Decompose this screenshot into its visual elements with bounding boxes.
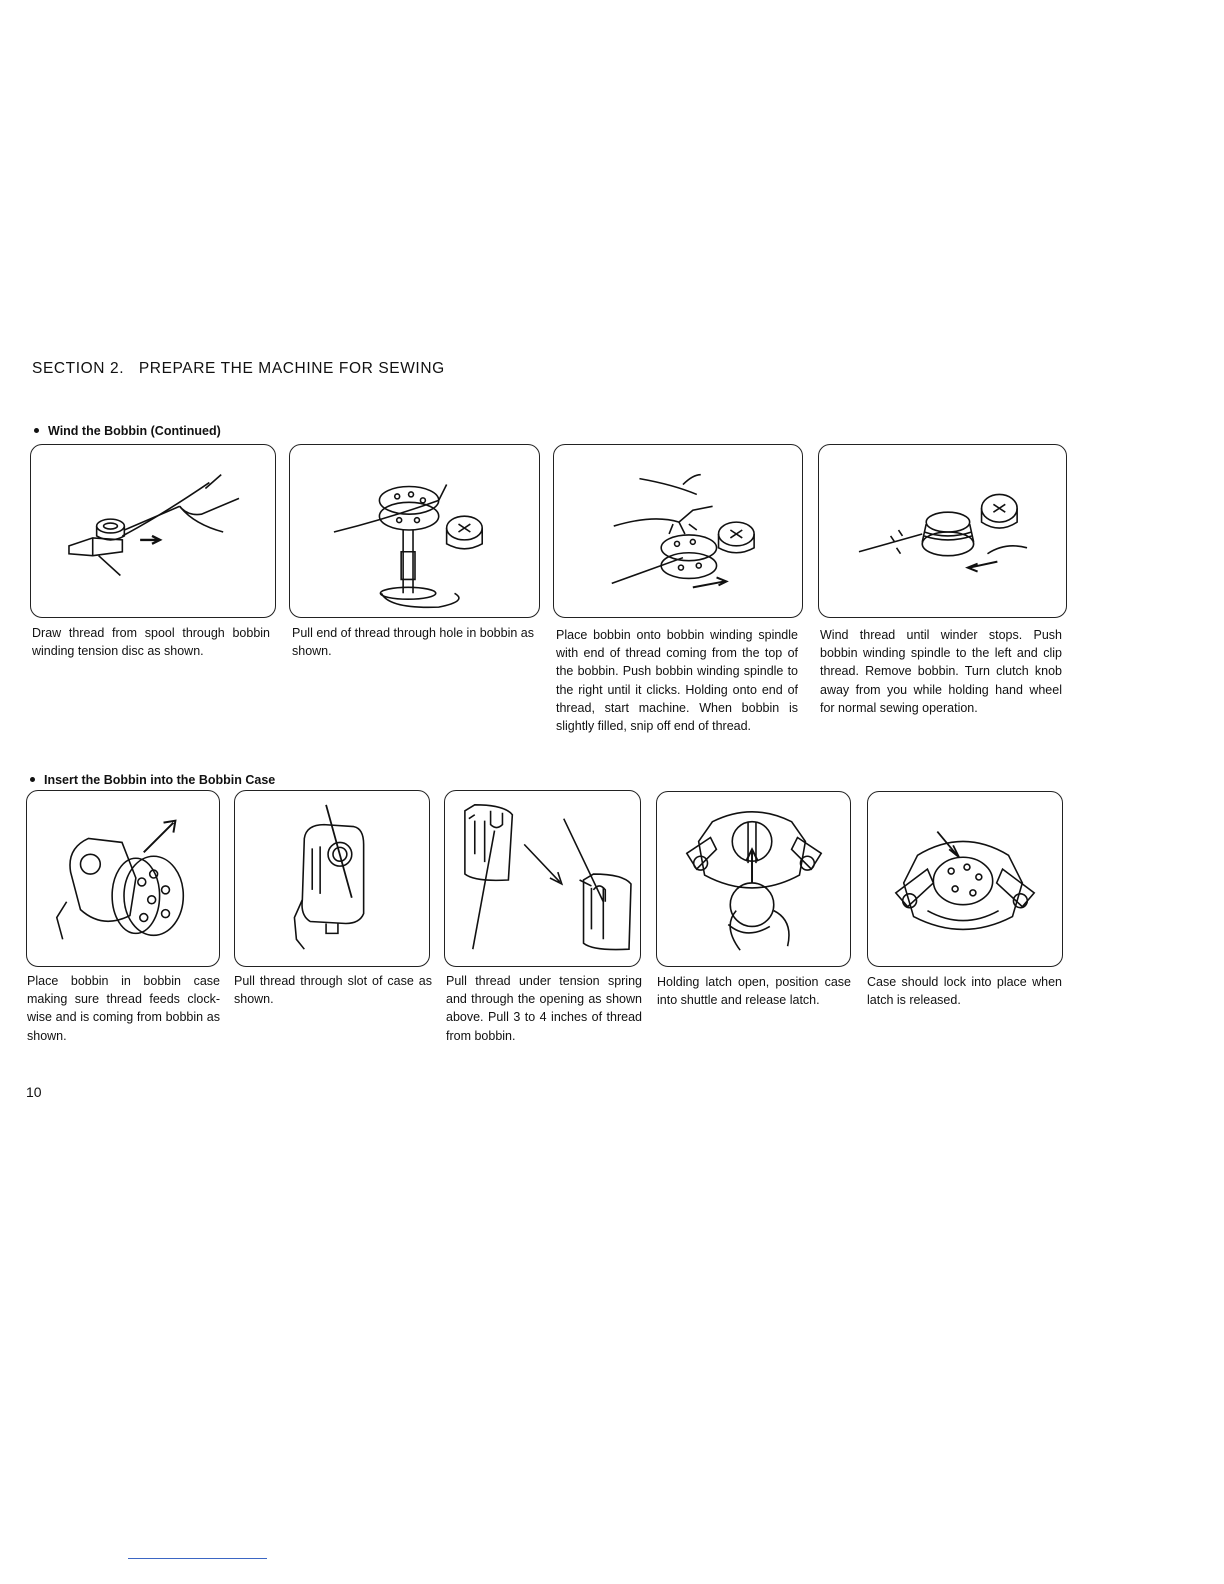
- insert-step-1-caption: Place bobbin in bobbin case making sure thread feeds clock-wise and is coming from bobbin as shown.: [27, 974, 220, 1043]
- wind-step-4-caption: Wind thread until winder stops. Push bobbin winding spindle to the left and clip thread. Remove bobbin. Turn clutch knob away from you while holding hand wheel for normal sewing operation.: [820, 628, 1062, 715]
- bobbin-into-case-illustration: [27, 791, 219, 966]
- wind-step-1-illustration: [30, 444, 276, 618]
- footer-rule: [128, 1558, 267, 1559]
- insert-step-5-caption: Case should lock into place when latch is released.: [867, 975, 1062, 1008]
- bobbin-hole-illustration: [290, 445, 539, 617]
- tension-disc-illustration: [31, 445, 275, 617]
- latch-open-illustration: [657, 792, 850, 966]
- bullet-icon: [30, 777, 35, 782]
- insert-step-2-illustration: [234, 790, 430, 967]
- section-title: SECTION 2. PREPARE THE MACHINE FOR SEWING: [32, 360, 445, 377]
- page-number: 10: [26, 1084, 42, 1100]
- bullet-icon: [34, 428, 39, 433]
- wind-step-3-caption: Place bobbin onto bobbin winding spindle with end of thread coming from the top of the bobbin. Push bobbin winding spindle to the right until it clicks. Holding onto end of thread, start machine. When bobbin is slightly filled, snip off end of thread.: [556, 628, 798, 734]
- thread-slot-illustration: [235, 791, 429, 966]
- bobbin-spindle-illustration: [554, 445, 802, 617]
- wind-bobbin-heading: [34, 424, 221, 438]
- wind-step-4-illustration: [818, 444, 1067, 618]
- insert-step-3-caption: Pull thread under tension spring and through the opening as shown above. Pull 3 to 4 inches of thread from bobbin.: [446, 974, 642, 1043]
- wind-step-3-illustration: [553, 444, 803, 618]
- case-locked-illustration: [868, 792, 1062, 966]
- wind-step-2-caption: Pull end of thread through hole in bobbin as shown.: [292, 626, 534, 659]
- insert-step-4-caption: Holding latch open, position case into shuttle and release latch.: [657, 975, 851, 1008]
- tension-spring-illustration: [445, 791, 640, 966]
- winder-stops-illustration: [819, 445, 1066, 617]
- wind-bobbin-heading-text: Wind the Bobbin (Continued): [48, 424, 221, 438]
- insert-step-5-illustration: [867, 791, 1063, 967]
- insert-bobbin-heading: [30, 773, 275, 787]
- insert-step-4-illustration: [656, 791, 851, 967]
- wind-step-1-caption: Draw thread from spool through bobbin winding tension disc as shown.: [32, 626, 270, 659]
- insert-step-2-caption: Pull thread through slot of case as shown.: [234, 974, 432, 1007]
- insert-step-3-illustration: [444, 790, 641, 967]
- wind-step-2-illustration: [289, 444, 540, 618]
- insert-step-1-illustration: [26, 790, 220, 967]
- insert-bobbin-heading-text: Insert the Bobbin into the Bobbin Case: [44, 773, 276, 787]
